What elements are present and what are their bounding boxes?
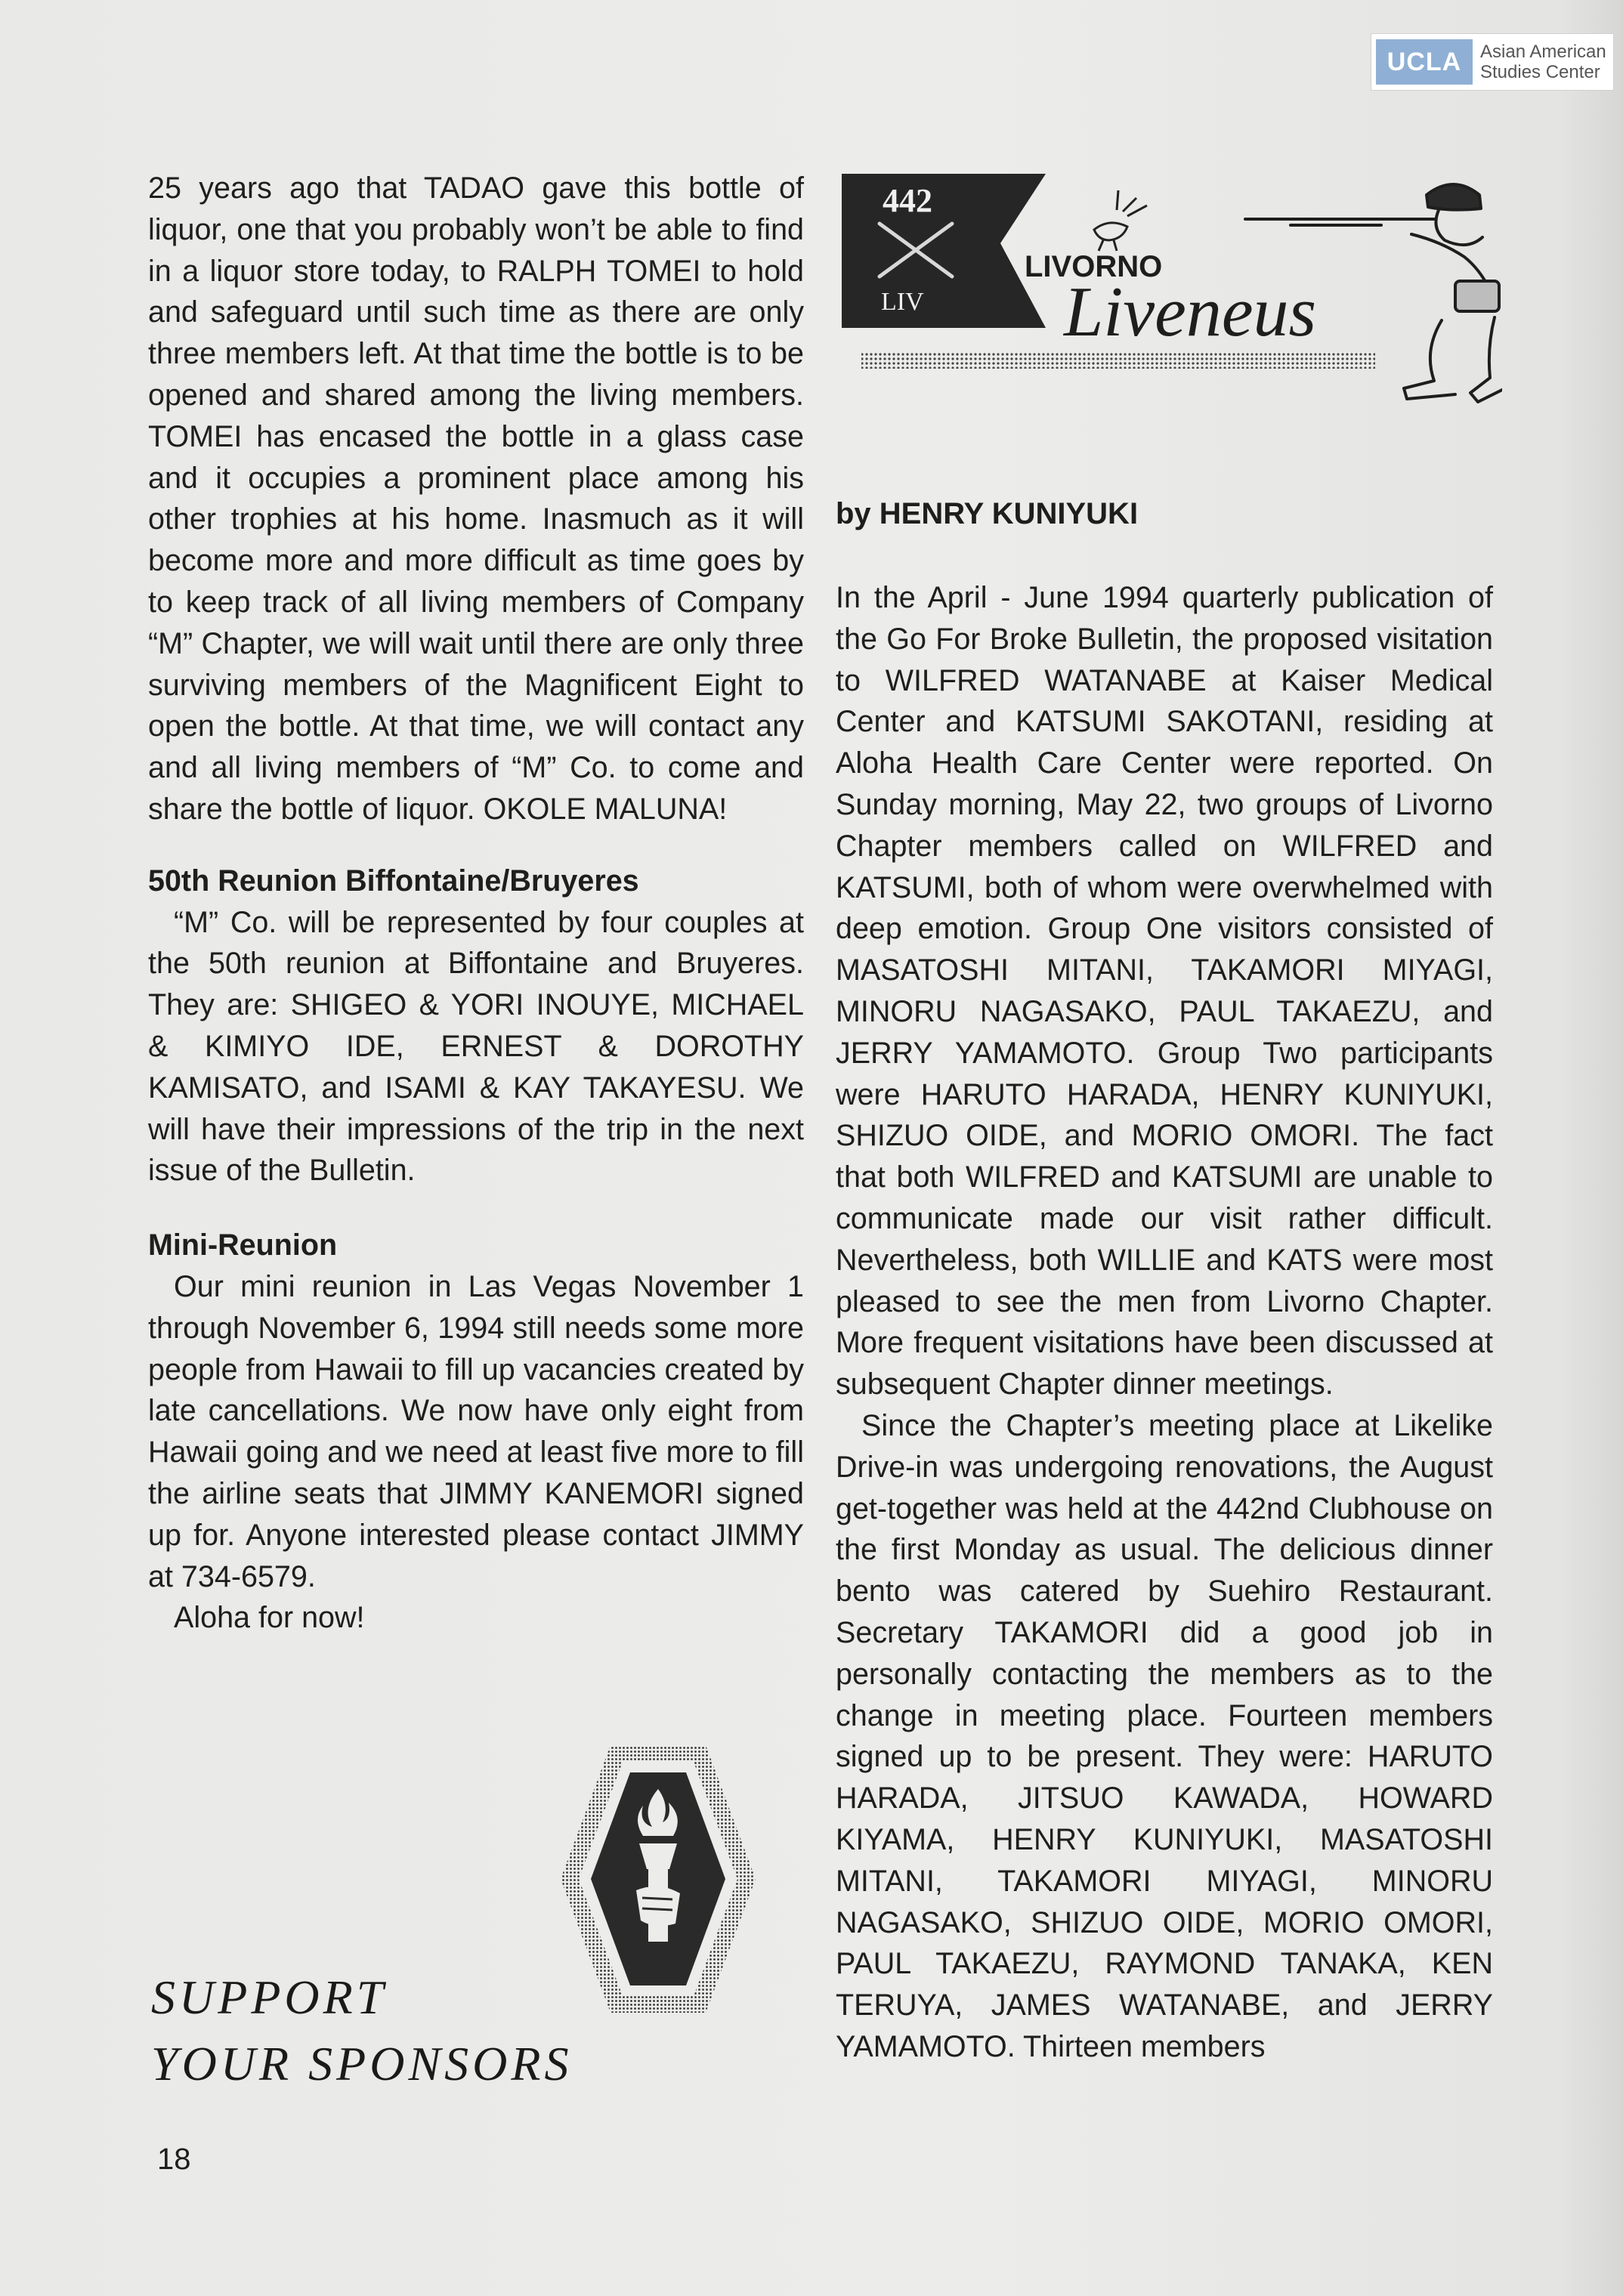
left-paragraph-4: Aloha for now! <box>174 1601 365 1635</box>
left-paragraph-1: 25 years ago that TADAO gave this bottle of liquor, one that you probably won’t be able to find in a liquor store today, to RALPH TOMEI to hold and safeguard until such time as there are only three members left. At that time the bottle is to be opened and shared among the living members. TOMEI has encased the bottle in a glass case and it occupies a prominent place among his other trophies at his home. Inasmuch as it will become more and more difficult as time goes by to keep track of all living members of Company “M” Chapter, we will wait until there are only three surviving members of the Magnificent Eight to open the bottle. At that time, we will contact any and all living members of “M” Co. to come and share the bottle of liquor. OKOLE MALUNA! <box>148 172 804 826</box>
ucla-logo: UCLA <box>1376 39 1473 85</box>
pennant-flag-icon <box>842 174 1046 328</box>
page-number: 18 <box>157 2143 191 2176</box>
left-paragraph-3: Our mini reunion in Las Vegas November 1 through November 6, 1994 still needs some more people from Hawaii to fill up vacancies created by late cancellations. We now have only eight from Hawaii going and we need at least five more to fill the airline seats that JIMMY KANEMORI signed up for. Anyone interested please contact JIMMY at 734-6579. <box>148 1269 804 1593</box>
support-line-2: YOUR SPONSORS <box>151 2037 573 2091</box>
heading-50th-reunion: 50th Reunion Biffontaine/Bruyeres <box>148 864 639 898</box>
livorno-livenews-masthead <box>837 162 1502 419</box>
center-name <box>1480 42 1606 82</box>
right-paragraph-1: In the April - June 1994 quarterly publication of the Go For Broke Bulletin, the proposed visitation to WILFRED WATANABE at Kaiser Medical Center and KATSUMI SAKOTANI, residing at Aloha Health Care Center were reported. On Sunday morning, May 22, two groups of Livorno Chapter members called on WILFRED and KATSUMI, both of whom were overwhelmed with deep emotion. Group One visitors consisted of MASATOSHI MITANI, TAKAMORI MIYAGI, MINORU NAGASAKO, PAUL TAKAEZU, and JERRY YAMAMOTO. Group Two participants were HARUTO HARADA, HENRY KUNIYUKI, SHIZUO OIDE, and MORIO OMORI. The fact that both WILFRED and KATSUMI are unable to communicate made our visit rather difficult. Nevertheless, both WILLIE and KATS were most pleased to see the men from Livorno Chapter. More frequent visitations have been discussed at subsequent Chapter dinner meetings. <box>836 581 1493 1401</box>
pennant-number: 442 <box>883 182 932 219</box>
masthead-chapter: LIVORNO <box>1025 250 1163 283</box>
bird-icon <box>1094 190 1147 251</box>
pennant-abbrev: LIV <box>881 288 924 316</box>
right-column <box>836 577 1493 2068</box>
center-name-line1: Asian American <box>1480 42 1606 62</box>
torch-hexagon-emblem <box>558 1742 759 2016</box>
right-paragraph-2: Since the Chapter’s meeting place at Likelike Drive-in was undergoing renovations, the August get-together was held at the 442nd Clubhouse on the first Monday as usual. The delicious dinner bento was catered by Suehiro Restaurant. Secretary TAKAMORI did a good job in personally contacting the members as to the change in meeting place. Fourteen members signed up to be present. They were: HARUTO HARADA, JITSUO KAWADA, HOWARD KIYAMA, HENRY KUNIYUKI, MASATOSHI MITANI, TAKAMORI MIYAGI, MINORU NAGASAKO, SHIZUO OIDE, MORIO OMORI, PAUL TAKAEZU, RAYMOND TANAKA, KEN TERUYA, JAMES WATANABE, and JERRY YAMAMOTO. Thirteen members <box>836 1408 1493 2063</box>
support-sponsors-slogan <box>151 1964 572 2097</box>
byline: by HENRY KUNIYUKI <box>836 497 1139 530</box>
dotted-rule <box>861 352 1375 369</box>
masthead-title: Liveneus <box>1064 273 1317 351</box>
left-column <box>148 168 804 1639</box>
heading-mini-reunion: Mini-Reunion <box>148 1228 338 1262</box>
support-line-1: SUPPORT <box>151 1970 388 2024</box>
left-paragraph-2: “M” Co. will be represented by four couples at the 50th reunion at Biffontaine and Bruyeres. They are: SHIGEO & YORI INOUYE, MICHAEL & KIMIYO IDE, ERNEST & DOROTHY KAMISATO, and ISAMI & KAY TAKAYESU. We will have their impressions of the trip in the next issue of the Bulletin. <box>148 905 804 1188</box>
center-name-line2: Studies Center <box>1480 62 1600 82</box>
ucla-aasc-badge <box>1371 33 1614 91</box>
